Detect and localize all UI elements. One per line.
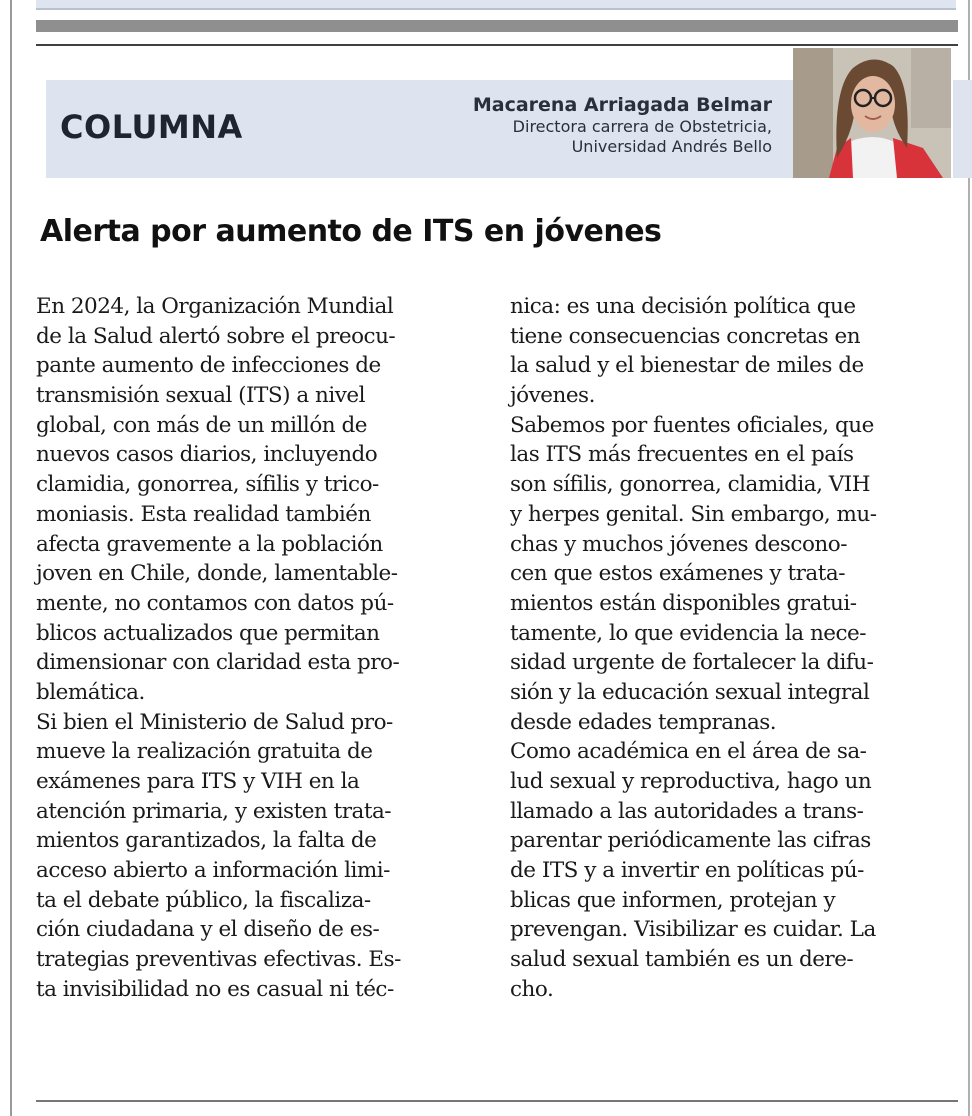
text-line: la salud y el bienestar de miles de (510, 353, 864, 379)
portrait-background-left (793, 48, 833, 178)
author-role-line2: Universidad Andrés Bello (571, 137, 772, 156)
text-line: de la Salud alertó sobre el preocu- (36, 323, 396, 349)
text-line: prevengan. Visibilizar es cuidar. La (510, 917, 876, 943)
author-role-line1: Directora carrera de Obstetricia, (512, 117, 772, 136)
text-line: cen que estos exámenes y trata- (510, 561, 845, 587)
text-line: pante aumento de infecciones de (36, 353, 381, 379)
text-line: atención primaria, y existen trata- (36, 798, 392, 824)
text-line: ción ciudadana y el diseño de es- (36, 917, 380, 943)
text-line: mente, no contamos con datos pú- (36, 590, 394, 616)
top-rule-thick (36, 20, 958, 32)
text-line: blemática. (36, 679, 145, 705)
text-line: Sabemos por fuentes oficiales, que (510, 412, 874, 438)
text-line: sidad urgente de fortalecer la difu- (510, 650, 874, 676)
text-line: joven en Chile, donde, lamentable- (36, 561, 398, 587)
text-line: dimensionar con claridad esta pro- (36, 650, 400, 676)
article-column-left (36, 292, 476, 1005)
article-headline: Alerta por aumento de ITS en jóvenes (40, 214, 662, 249)
text-line: jóvenes. (510, 383, 595, 409)
text-line: trategias preventivas efectivas. Es- (36, 947, 401, 973)
text-line: En 2024, la Organización Mundial (36, 294, 394, 319)
text-line: cho. (510, 976, 554, 1002)
text-line: Si bien el Ministerio de Salud pro- (36, 709, 393, 735)
text-line: de ITS y a invertir en políticas pú- (510, 858, 864, 884)
text-line: mientos están disponibles gratui- (510, 590, 857, 616)
text-line: parentar periódicamente las cifras (510, 828, 871, 854)
section-label: COLUMNA (60, 108, 243, 146)
text-line: desde edades tempranas. (510, 709, 777, 735)
article-column-right (510, 292, 950, 1005)
text-line: blicas que informen, protejan y (510, 887, 836, 913)
text-line: global, con más de un millón de (36, 412, 367, 438)
text-line: ta el debate público, la fiscaliza- (36, 887, 371, 913)
text-line: tiene consecuencias concretas en (510, 323, 861, 349)
text-line: acceso abierto a información limi- (36, 858, 390, 884)
text-line: afecta gravemente a la población (36, 531, 383, 557)
text-line: nuevos casos diarios, incluyendo (36, 442, 378, 468)
text-line: blicos actualizados que permitan (36, 620, 380, 646)
byline (473, 93, 772, 157)
text-line: son sífilis, gonorrea, clamidia, VIH (510, 472, 871, 498)
text-line: salud sexual también es un dere- (510, 947, 854, 973)
text-line: y herpes genital. Sin embargo, mu- (510, 501, 877, 527)
top-band (36, 0, 956, 10)
text-line: lud sexual y reproductiva, hago un (510, 769, 872, 794)
text-line: mueve la realización gratuita de (36, 739, 373, 765)
text-line: transmisión sexual (ITS) a nivel (36, 383, 365, 409)
text-line: Como académica en el área de sa- (510, 739, 867, 765)
text-line: nica: es una decisión política que (510, 294, 856, 319)
text-line: las ITS más frecuentes en el país (510, 442, 854, 468)
text-line: ta invisibilidad no es casual ni téc- (36, 976, 394, 1002)
author-portrait (793, 48, 953, 178)
text-line: sión y la educación sexual integral (510, 679, 870, 705)
author-name: Macarena Arriagada Belmar (472, 94, 772, 116)
top-rule-thin (36, 44, 958, 46)
text-line: moniasis. Esta realidad también (36, 501, 371, 527)
text-line: chas y muchos jóvenes descono- (510, 531, 847, 557)
page-left-border (10, 0, 12, 1116)
text-line: clamidia, gonorrea, sífilis y trico- (36, 472, 379, 498)
text-line: tamente, lo que evidencia la nece- (510, 620, 867, 646)
text-line: exámenes para ITS y VIH en la (36, 769, 360, 794)
portrait-background-right (911, 48, 951, 128)
text-line: mientos garantizados, la falta de (36, 828, 377, 854)
bottom-rule (36, 1100, 958, 1102)
text-line: llamado a las autoridades a trans- (510, 798, 864, 824)
